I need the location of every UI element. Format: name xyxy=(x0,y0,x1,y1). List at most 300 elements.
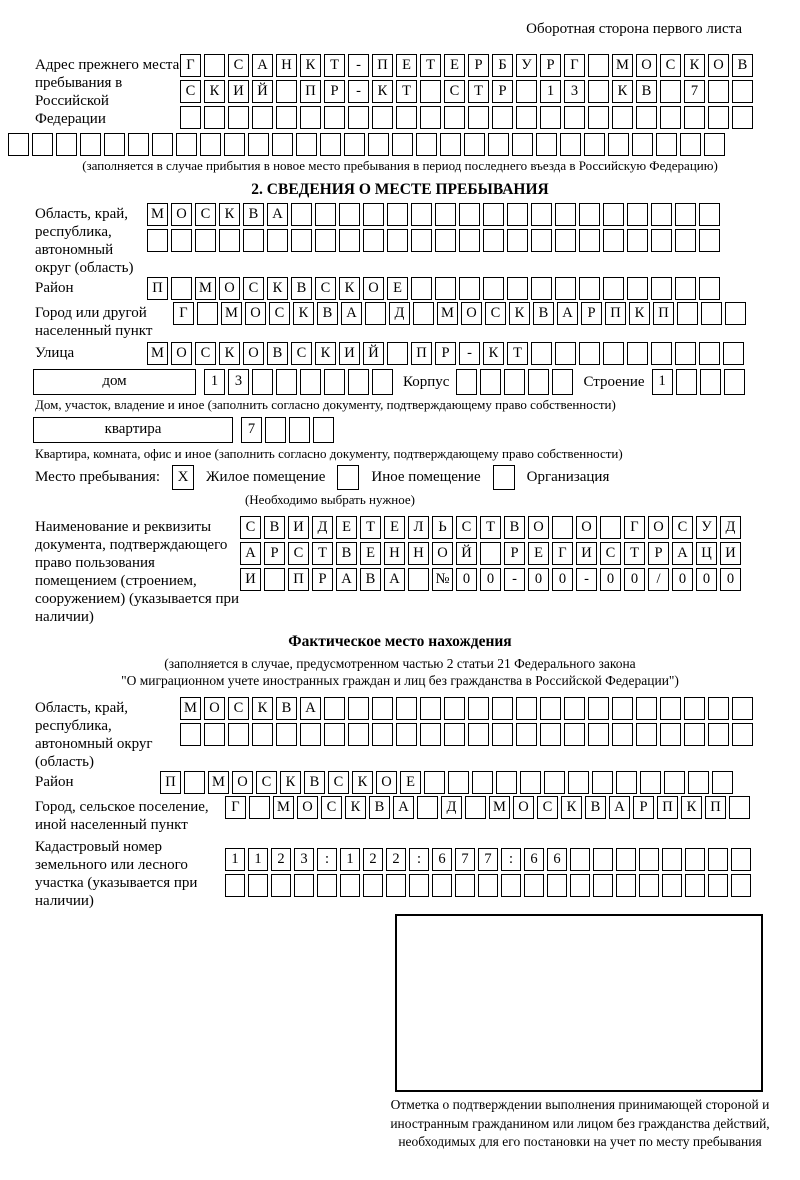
char-cell xyxy=(104,133,125,156)
char-cell: П xyxy=(300,80,321,103)
char-cell xyxy=(662,874,682,897)
char-cell xyxy=(171,277,192,300)
char-cell xyxy=(731,874,751,897)
char-cell xyxy=(195,229,216,252)
char-cell xyxy=(675,342,696,365)
char-cell: П xyxy=(372,54,393,77)
char-cell xyxy=(704,133,725,156)
char-cell: Н xyxy=(276,54,297,77)
char-cell xyxy=(152,133,173,156)
char-cell xyxy=(651,342,672,365)
street-label: Улица xyxy=(35,345,75,361)
char-cell xyxy=(363,203,384,226)
char-cell xyxy=(588,80,609,103)
char-cell: С xyxy=(195,342,216,365)
char-cell: И xyxy=(288,516,309,539)
char-cell xyxy=(560,133,581,156)
char-cell: Е xyxy=(360,542,381,565)
char-cell xyxy=(732,697,753,720)
char-cell xyxy=(411,203,432,226)
char-cell: 1 xyxy=(652,369,673,395)
char-cell: К xyxy=(293,302,314,325)
char-cell: К xyxy=(352,771,373,794)
char-cell: 7 xyxy=(478,848,498,871)
char-cell xyxy=(315,229,336,252)
char-cell: 7 xyxy=(455,848,475,871)
char-cell xyxy=(264,568,285,591)
char-cell xyxy=(416,133,437,156)
char-cell xyxy=(516,80,537,103)
char-cell: М xyxy=(273,796,294,819)
char-cell xyxy=(420,723,441,746)
stroenie-label: Строение xyxy=(583,374,645,390)
char-cell xyxy=(363,229,384,252)
char-cell xyxy=(684,106,705,129)
char-cell xyxy=(516,723,537,746)
char-cell xyxy=(636,723,657,746)
char-cell xyxy=(544,771,565,794)
char-cell xyxy=(488,133,509,156)
char-cell xyxy=(675,203,696,226)
char-cell: О xyxy=(432,542,453,565)
char-cell: Г xyxy=(552,542,573,565)
char-cell xyxy=(228,106,249,129)
char-cell xyxy=(660,106,681,129)
document-row-3 xyxy=(240,568,744,591)
region-row-1 xyxy=(147,203,723,226)
actual-city-row xyxy=(225,796,753,819)
char-cell xyxy=(520,771,541,794)
actual-region-row-2 xyxy=(180,723,756,746)
char-cell: С xyxy=(240,516,261,539)
char-cell: 0 xyxy=(480,568,501,591)
char-cell xyxy=(684,723,705,746)
char-cell: Й xyxy=(363,342,384,365)
char-cell xyxy=(324,106,345,129)
char-cell: В xyxy=(585,796,606,819)
char-cell: М xyxy=(489,796,510,819)
char-cell: С xyxy=(600,542,621,565)
char-cell: 2 xyxy=(363,848,383,871)
char-cell xyxy=(555,203,576,226)
char-cell: : xyxy=(409,848,429,871)
street-row xyxy=(147,342,747,365)
char-cell xyxy=(588,697,609,720)
char-cell: П xyxy=(653,302,674,325)
char-cell xyxy=(555,277,576,300)
char-cell xyxy=(688,771,709,794)
char-cell xyxy=(420,80,441,103)
char-cell: В xyxy=(336,542,357,565)
char-cell xyxy=(468,697,489,720)
char-cell xyxy=(387,203,408,226)
char-cell: М xyxy=(208,771,229,794)
stay-type-option-other: Иное помещение xyxy=(371,469,481,485)
char-cell: Т xyxy=(360,516,381,539)
char-cell xyxy=(701,302,722,325)
char-cell: С xyxy=(269,302,290,325)
char-cell xyxy=(627,203,648,226)
char-cell xyxy=(616,771,637,794)
korpus-cells xyxy=(456,369,576,395)
char-cell: 7 xyxy=(241,417,262,443)
char-cell: С xyxy=(672,516,693,539)
char-cell xyxy=(80,133,101,156)
char-cell: М xyxy=(437,302,458,325)
cadastre-row-1 xyxy=(225,848,754,871)
char-cell: К xyxy=(509,302,530,325)
actual-city-section xyxy=(35,796,800,834)
char-cell xyxy=(712,771,733,794)
char-cell: 6 xyxy=(432,848,452,871)
char-cell xyxy=(555,342,576,365)
char-cell xyxy=(540,106,561,129)
char-cell: 6 xyxy=(547,848,567,871)
char-cell: С xyxy=(291,342,312,365)
char-cell: Р xyxy=(648,542,669,565)
char-cell: М xyxy=(147,203,168,226)
char-cell xyxy=(324,723,345,746)
char-cell xyxy=(432,874,452,897)
char-cell xyxy=(387,342,408,365)
char-cell xyxy=(675,229,696,252)
char-cell xyxy=(603,342,624,365)
char-cell xyxy=(478,874,498,897)
char-cell xyxy=(483,277,504,300)
char-cell: В xyxy=(732,54,753,77)
char-cell: - xyxy=(348,80,369,103)
char-cell xyxy=(396,106,417,129)
char-cell xyxy=(424,771,445,794)
char-cell: С xyxy=(180,80,201,103)
char-cell: Е xyxy=(444,54,465,77)
char-cell xyxy=(413,302,434,325)
stay-type-checkbox-organization xyxy=(493,465,515,490)
char-cell: А xyxy=(341,302,362,325)
char-cell xyxy=(184,771,205,794)
char-cell xyxy=(444,723,465,746)
char-cell: О xyxy=(171,342,192,365)
char-cell xyxy=(699,342,720,365)
char-cell xyxy=(507,277,528,300)
actual-location-subtitle-1: (заполняется в случае, предусмотренном частью 2 статьи 21 Федерального закона xyxy=(164,656,636,671)
cadastre-row-2 xyxy=(225,874,754,897)
char-cell xyxy=(584,133,605,156)
char-cell: В xyxy=(304,771,325,794)
actual-location-subtitle-2: "О миграционном учете иностранных граждан и лиц без гражданства в Российской Федерации") xyxy=(121,673,679,688)
char-cell: С xyxy=(228,697,249,720)
char-cell xyxy=(386,874,406,897)
char-cell xyxy=(564,106,585,129)
char-cell: Д xyxy=(312,516,333,539)
char-cell: В xyxy=(291,277,312,300)
char-cell: Е xyxy=(336,516,357,539)
char-cell xyxy=(677,302,698,325)
char-cell xyxy=(492,106,513,129)
char-cell: О xyxy=(243,342,264,365)
char-cell xyxy=(320,133,341,156)
char-cell xyxy=(732,106,753,129)
char-cell xyxy=(368,133,389,156)
prev-address-rows xyxy=(180,54,756,132)
char-cell xyxy=(483,229,504,252)
region-section xyxy=(35,203,800,277)
actual-region-section xyxy=(35,697,800,771)
char-cell xyxy=(579,229,600,252)
char-cell xyxy=(603,277,624,300)
char-cell xyxy=(339,203,360,226)
char-cell xyxy=(662,848,682,871)
char-cell xyxy=(409,874,429,897)
char-cell xyxy=(627,277,648,300)
char-cell: И xyxy=(240,568,261,591)
char-cell: С xyxy=(315,277,336,300)
char-cell xyxy=(444,697,465,720)
char-cell: Р xyxy=(312,568,333,591)
char-cell: П xyxy=(160,771,181,794)
char-cell: Р xyxy=(581,302,602,325)
char-cell xyxy=(455,874,475,897)
char-cell: Р xyxy=(468,54,489,77)
char-cell: В xyxy=(276,697,297,720)
char-cell: С xyxy=(660,54,681,77)
prev-address-caption: (заполняется в случае прибытия в новое место пребывания в период последнего въезда в Российскую Федерацию) xyxy=(82,158,718,173)
char-cell: Т xyxy=(624,542,645,565)
char-cell: 3 xyxy=(564,80,585,103)
char-cell: А xyxy=(393,796,414,819)
char-cell: К xyxy=(315,342,336,365)
char-cell: 3 xyxy=(294,848,314,871)
region-rows xyxy=(147,203,723,255)
char-cell: В xyxy=(264,516,285,539)
actual-district-section xyxy=(35,771,800,794)
char-cell: Г xyxy=(225,796,246,819)
char-cell: А xyxy=(252,54,273,77)
char-cell xyxy=(228,723,249,746)
char-cell xyxy=(348,106,369,129)
char-cell xyxy=(732,723,753,746)
char-cell xyxy=(480,542,501,565)
region-row-2 xyxy=(147,229,723,252)
char-cell xyxy=(459,277,480,300)
char-cell xyxy=(524,874,544,897)
char-cell xyxy=(324,697,345,720)
city-row xyxy=(173,302,749,325)
char-cell xyxy=(639,848,659,871)
prev-address-row-2 xyxy=(180,80,756,103)
char-cell: Н xyxy=(384,542,405,565)
char-cell xyxy=(456,369,477,395)
char-cell: 0 xyxy=(528,568,549,591)
char-cell xyxy=(294,874,314,897)
char-cell xyxy=(708,874,728,897)
char-cell: Е xyxy=(400,771,421,794)
char-cell xyxy=(435,229,456,252)
char-cell: 0 xyxy=(456,568,477,591)
char-cell xyxy=(272,133,293,156)
char-cell: 0 xyxy=(600,568,621,591)
char-cell xyxy=(603,203,624,226)
char-cell xyxy=(348,369,369,395)
char-cell: С xyxy=(444,80,465,103)
char-cell xyxy=(616,848,636,871)
char-cell: Г xyxy=(173,302,194,325)
stay-type-section xyxy=(35,465,800,490)
house-section xyxy=(33,369,800,395)
char-cell xyxy=(267,229,288,252)
char-cell xyxy=(570,874,590,897)
char-cell: 0 xyxy=(672,568,693,591)
char-cell: П xyxy=(411,342,432,365)
char-cell: С xyxy=(243,277,264,300)
char-cell: П xyxy=(147,277,168,300)
char-cell: С xyxy=(456,516,477,539)
char-cell: С xyxy=(256,771,277,794)
char-cell xyxy=(248,874,268,897)
char-cell xyxy=(588,54,609,77)
char-cell xyxy=(636,106,657,129)
char-cell: О xyxy=(513,796,534,819)
char-cell xyxy=(296,133,317,156)
char-cell: Д xyxy=(441,796,462,819)
char-cell xyxy=(411,277,432,300)
char-cell: Е xyxy=(396,54,417,77)
char-cell: Е xyxy=(384,516,405,539)
char-cell: В xyxy=(369,796,390,819)
char-cell: - xyxy=(348,54,369,77)
char-cell: С xyxy=(288,542,309,565)
char-cell: 1 xyxy=(248,848,268,871)
char-cell xyxy=(459,203,480,226)
char-cell xyxy=(699,277,720,300)
korpus-label: Корпус xyxy=(403,374,450,390)
char-cell xyxy=(291,203,312,226)
char-cell: В xyxy=(243,203,264,226)
char-cell xyxy=(128,133,149,156)
char-cell: 0 xyxy=(720,568,741,591)
char-cell xyxy=(579,342,600,365)
house-caption: Дом, участок, владение и иное (заполнить согласно документу, подтверждающему право собственности) xyxy=(35,397,616,412)
char-cell xyxy=(200,133,221,156)
char-cell: О xyxy=(636,54,657,77)
char-cell: К xyxy=(629,302,650,325)
char-cell xyxy=(507,229,528,252)
char-cell xyxy=(723,342,744,365)
char-cell xyxy=(300,723,321,746)
char-cell: А xyxy=(300,697,321,720)
prev-address-row-1 xyxy=(180,54,756,77)
char-cell xyxy=(729,796,750,819)
char-cell xyxy=(540,723,561,746)
cadastre-label: Кадастровый номер земельного или лесного участка (указывается при наличии) xyxy=(35,839,198,909)
char-cell xyxy=(56,133,77,156)
char-cell: О xyxy=(648,516,669,539)
char-cell: Б xyxy=(492,54,513,77)
char-cell xyxy=(492,723,513,746)
char-cell: О xyxy=(363,277,384,300)
city-label: Город или другой населенный пункт xyxy=(35,305,153,339)
char-cell: О xyxy=(528,516,549,539)
char-cell: О xyxy=(297,796,318,819)
char-cell: : xyxy=(317,848,337,871)
char-cell: Й xyxy=(252,80,273,103)
char-cell: Т xyxy=(420,54,441,77)
char-cell xyxy=(504,369,525,395)
actual-region-rows xyxy=(180,697,756,749)
char-cell: Н xyxy=(408,542,429,565)
char-cell xyxy=(249,796,270,819)
char-cell: Ц xyxy=(696,542,717,565)
char-cell xyxy=(348,723,369,746)
char-cell xyxy=(540,697,561,720)
prev-address-label: Адрес прежнего места пребывания в Российской Федерации xyxy=(35,57,180,127)
char-cell: Р xyxy=(435,342,456,365)
char-cell xyxy=(588,723,609,746)
char-cell: К xyxy=(280,771,301,794)
char-cell: К xyxy=(219,342,240,365)
char-cell xyxy=(313,417,334,443)
stay-type-option-residential: Жилое помещение xyxy=(206,469,326,485)
char-cell: В xyxy=(267,342,288,365)
char-cell xyxy=(468,723,489,746)
char-cell: С xyxy=(321,796,342,819)
prev-address-section xyxy=(35,54,800,132)
char-cell: Т xyxy=(480,516,501,539)
char-cell xyxy=(339,229,360,252)
actual-city-label: Город, сельское поселение, иной населенный пункт xyxy=(35,799,209,833)
char-cell xyxy=(664,771,685,794)
char-cell: 7 xyxy=(684,80,705,103)
stay-type-option-organization: Организация xyxy=(526,469,610,485)
char-cell xyxy=(612,697,633,720)
char-cell: 1 xyxy=(540,80,561,103)
char-cell xyxy=(708,848,728,871)
char-cell xyxy=(492,697,513,720)
apartment-type-box: квартира xyxy=(33,417,233,443)
char-cell xyxy=(568,771,589,794)
char-cell xyxy=(516,697,537,720)
char-cell xyxy=(531,342,552,365)
char-cell: К xyxy=(681,796,702,819)
char-cell xyxy=(656,133,677,156)
char-cell xyxy=(348,697,369,720)
char-cell xyxy=(699,229,720,252)
char-cell xyxy=(459,229,480,252)
char-cell xyxy=(363,874,383,897)
actual-district-row xyxy=(160,771,736,794)
char-cell: У xyxy=(696,516,717,539)
char-cell xyxy=(676,369,697,395)
char-cell xyxy=(32,133,53,156)
char-cell: М xyxy=(180,697,201,720)
char-cell xyxy=(483,203,504,226)
char-cell xyxy=(276,723,297,746)
char-cell xyxy=(396,723,417,746)
char-cell: В xyxy=(504,516,525,539)
char-cell xyxy=(243,229,264,252)
char-cell xyxy=(276,80,297,103)
char-cell: Р xyxy=(492,80,513,103)
char-cell xyxy=(507,203,528,226)
char-cell: 0 xyxy=(696,568,717,591)
char-cell xyxy=(171,229,192,252)
char-cell xyxy=(176,133,197,156)
char-cell xyxy=(420,106,441,129)
char-cell xyxy=(708,697,729,720)
char-cell xyxy=(501,874,521,897)
district-row xyxy=(147,277,723,300)
char-cell xyxy=(300,369,321,395)
